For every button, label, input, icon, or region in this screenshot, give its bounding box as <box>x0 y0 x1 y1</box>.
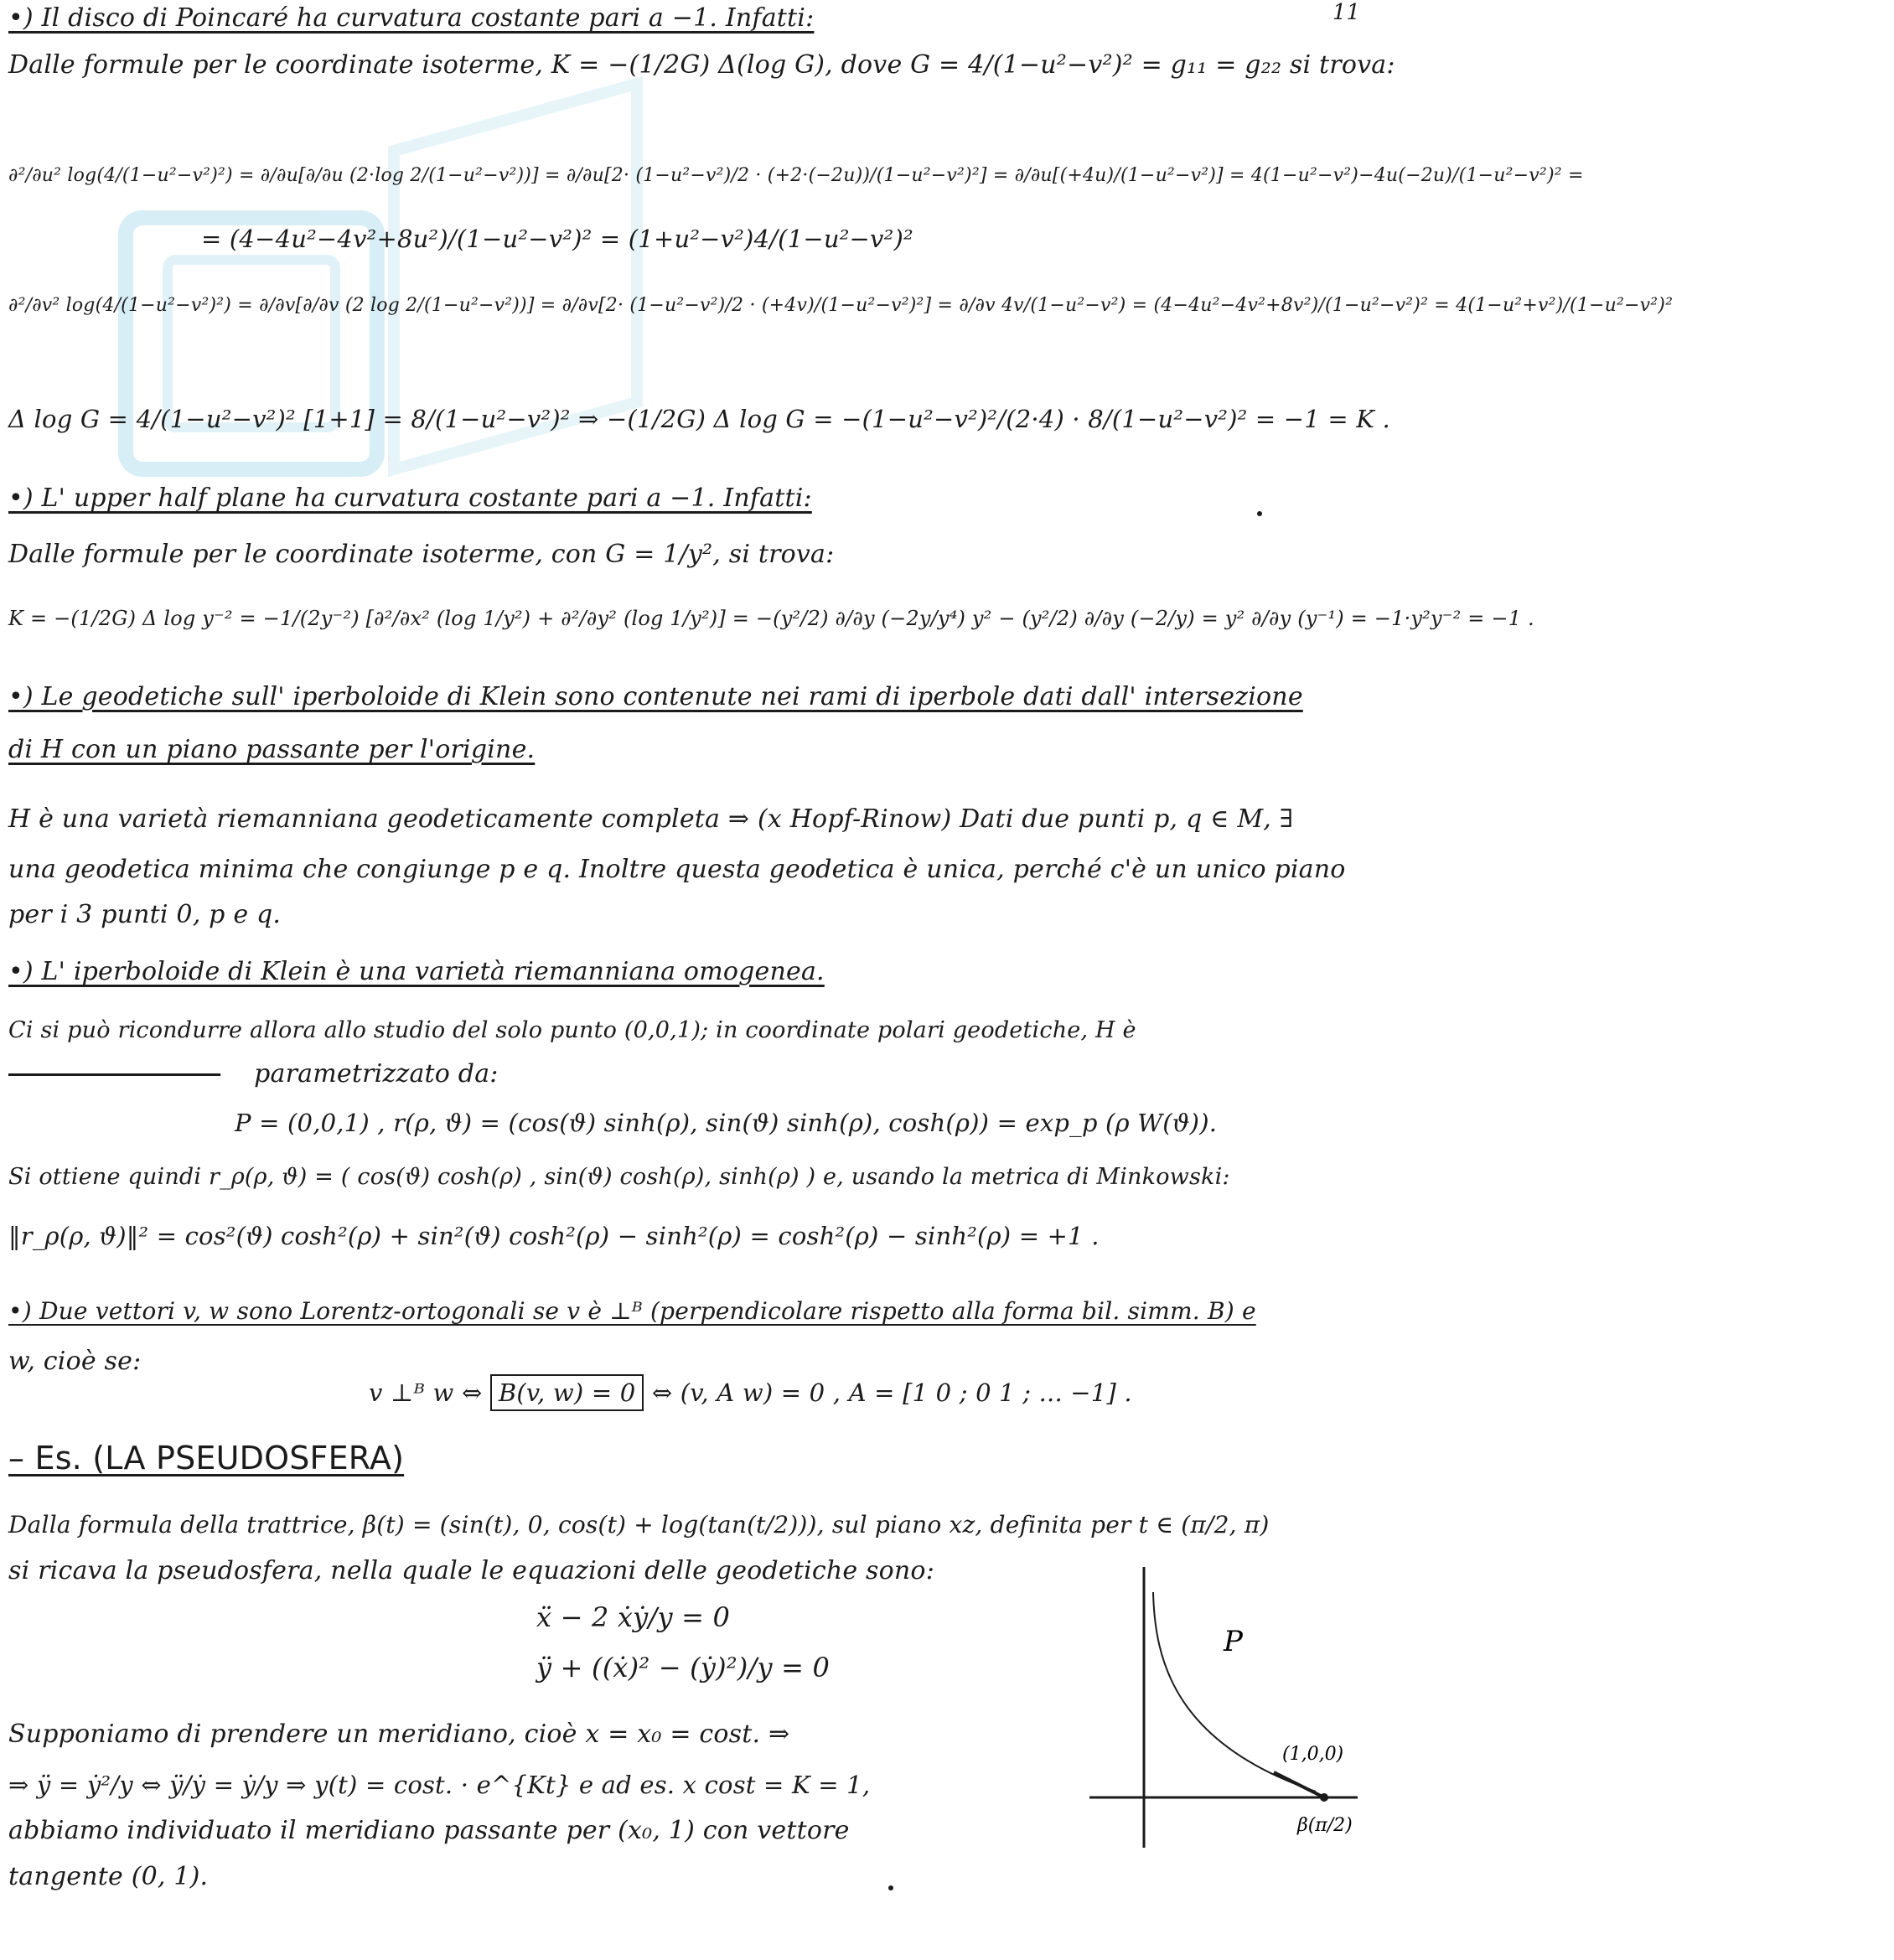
diagram-label-beta: β(π/2) <box>1297 1815 1353 1836</box>
equation-lorentz-condition: v ⊥ᴮ w ⇔ B(v, w) = 0 ⇔ (v, A w) = 0 , A = [1 0 ; 0 1 ; ... −1] . <box>369 1374 1726 1411</box>
heading-lorentz-orthogonal: •) Due vettori v, w sono Lorentz-ortogonali se v è ⊥ᴮ (perpendicolare rispetto alla forma bil. simm. B) e <box>8 1297 1256 1325</box>
heading-poincare-disk: •) Il disco di Poincaré ha curvatura costante pari a −1. Infatti: <box>8 3 815 33</box>
equation-geodesic-y: ÿ + ((ẋ)² − (ẏ)²)/y = 0 <box>536 1652 831 1683</box>
heading-klein-homogeneous: •) L' iperboloide di Klein è una varietà riemanniana omogenea. <box>8 957 825 986</box>
line-meridian-found: abbiamo individuato il meridiano passante per (x₀, 1) con vettore <box>8 1816 850 1845</box>
line-isothermal-formula: Dalle formule per le coordinate isoterme, K = −(1/2G) Δ(log G), dove G = 4/(1−u²−v²)² = g₁₁ = g₂₂ si trova: <box>8 50 1395 80</box>
exercise-title-pseudosphere: – Es. (LA PSEUDOSFERA) <box>8 1440 405 1476</box>
line-tangent-vector: tangente (0, 1). <box>8 1862 209 1891</box>
equation-d2-du2: ∂²/∂u² log(4/(1−u²−v²)²) = ∂/∂u[∂/∂u (2·log 2/(1−u²−v²))] = ∂/∂u[2· (1−u²−v²)/2 · (+2·(−2u))/(1−u²−v²)²] = ∂/∂u[(+4u)/(1−u²−v²)] = 4(1−u²−v²)−4u(−2u)/(1−u²−v²)² = <box>8 165 1584 186</box>
equation-meridian-solution: ⇒ ÿ = ẏ²/y ⇔ ÿ/ẏ = ẏ/y ⇒ y(t) = cost. · e^{Kt} e ad es. x cost = K = 1, <box>8 1771 871 1799</box>
line-cioe-se: w, cioè se: <box>8 1347 142 1376</box>
heading-klein-geodesics: •) Le geodetiche sull' iperboloide di Klein sono contenute nei rami di iperbole dati dall' intersezione <box>8 682 1303 711</box>
page-number: 11 <box>1332 0 1360 25</box>
line-parametrized: parametrizzato da: <box>254 1059 499 1089</box>
equation-norm-r-rho: ‖r_ρ(ρ, ϑ)‖² = cos²(ϑ) cosh²(ρ) + sin²(ϑ) cosh²(ρ) − sinh²(ρ) = cosh²(ρ) − sinh²(ρ) = +1 . <box>8 1222 1100 1250</box>
line-minimal-geodesic: una geodetica minima che congiunge p e q. Inoltre questa geodetica è unica, perché c'è un unico piano <box>8 855 1346 884</box>
boxed-bilinear-form: B(v, w) = 0 <box>490 1374 644 1411</box>
equation-laplacian-log-g: Δ log G = 4/(1−u²−v²)² [1+1] = 8/(1−u²−v²)² ⇒ −(1/2G) Δ log G = −(1−u²−v²)²/(2·4) · 8/(1−u²−v²)² = −1 = K . <box>8 405 1390 433</box>
line-meridian: Supponiamo di prendere un meridiano, cioè x = x₀ = cost. ⇒ <box>8 1720 790 1749</box>
equation-k-upper: K = −(1/2G) Δ log y⁻² = −1/(2y⁻²) [∂²/∂x² (log 1/y²) + ∂²/∂y² (log 1/y²)] = −(y²/2) ∂/∂y (−2y/y⁴) y² − (y²/2) ∂/∂y (−2/y) = y² ∂/∂y (y⁻¹) = −1·y²y⁻² = −1 . <box>8 607 1534 630</box>
equation-parametrization: P = (0,0,1) , r(ρ, ϑ) = (cos(ϑ) sinh(ρ), sin(ϑ) sinh(ρ), cosh(ρ)) = exp_p (ρ W(ϑ)). <box>235 1109 1218 1137</box>
pseudosphere-diagram <box>1081 1559 1366 1869</box>
line-three-points: per i 3 punti 0, p e q. <box>8 900 282 929</box>
line-hopf-rinow: H è una varietà riemanniana geodeticamente completa ⇒ (x Hopf-Rinow) Dati due punti p, q ∈ M, ∃ <box>8 804 1294 834</box>
heading-klein-geodesics-cont: di H con un piano passante per l'origine. <box>8 735 536 764</box>
equation-d2-dv2: ∂²/∂v² log(4/(1−u²−v²)²) = ∂/∂v[∂/∂v (2 log 2/(1−u²−v²))] = ∂/∂v[2· (1−u²−v²)/2 · (+4v)/(1−u²−v²)²] = ∂/∂v 4v/(1−u²−v²) = (4−4u²−4v²+8v²)/(1−u²−v²)² = 4(1−u²+v²)/(1−u²−v²)² <box>8 295 1674 316</box>
equation-r-rho: Si ottiene quindi r_ρ(ρ, ϑ) = ( cos(ϑ) cosh(ρ) , sin(ϑ) cosh(ρ), sinh(ρ) ) e, usando la metrica di Minkowski: <box>8 1164 1230 1190</box>
line-isothermal-upper: Dalle formule per le coordinate isoterme, con G = 1/y², si trova: <box>8 540 835 569</box>
diagram-label-point: (1,0,0) <box>1282 1744 1344 1765</box>
diagram-label-p: P <box>1224 1625 1243 1658</box>
line-geodesic-equations-intro: si ricava la pseudosfera, nella quale le equazioni delle geodetiche sono: <box>8 1556 935 1585</box>
equation-geodesic-x: ẍ − 2 ẋẏ/y = 0 <box>536 1601 731 1633</box>
line-polar-coordinates: Ci si può ricondurre allora allo studio del solo punto (0,0,1); in coordinate polari geodetiche, H è <box>8 1017 1136 1043</box>
ink-dot <box>1257 511 1262 516</box>
equation-d2-du2-result: = (4−4u²−4v²+8u²)/(1−u²−v²)² = (1+u²−v²)4/(1−u²−v²)² <box>201 225 913 253</box>
heading-upper-half-plane: •) L' upper half plane ha curvatura costante pari a −1. Infatti: <box>8 484 812 513</box>
ink-dot <box>888 1885 893 1890</box>
line-tractrix-formula: Dalla formula della trattrice, β(t) = (sin(t), 0, cos(t) + log(tan(t/2))), sul piano xz, definita per t ∈ (π/2, π) <box>8 1511 1270 1539</box>
